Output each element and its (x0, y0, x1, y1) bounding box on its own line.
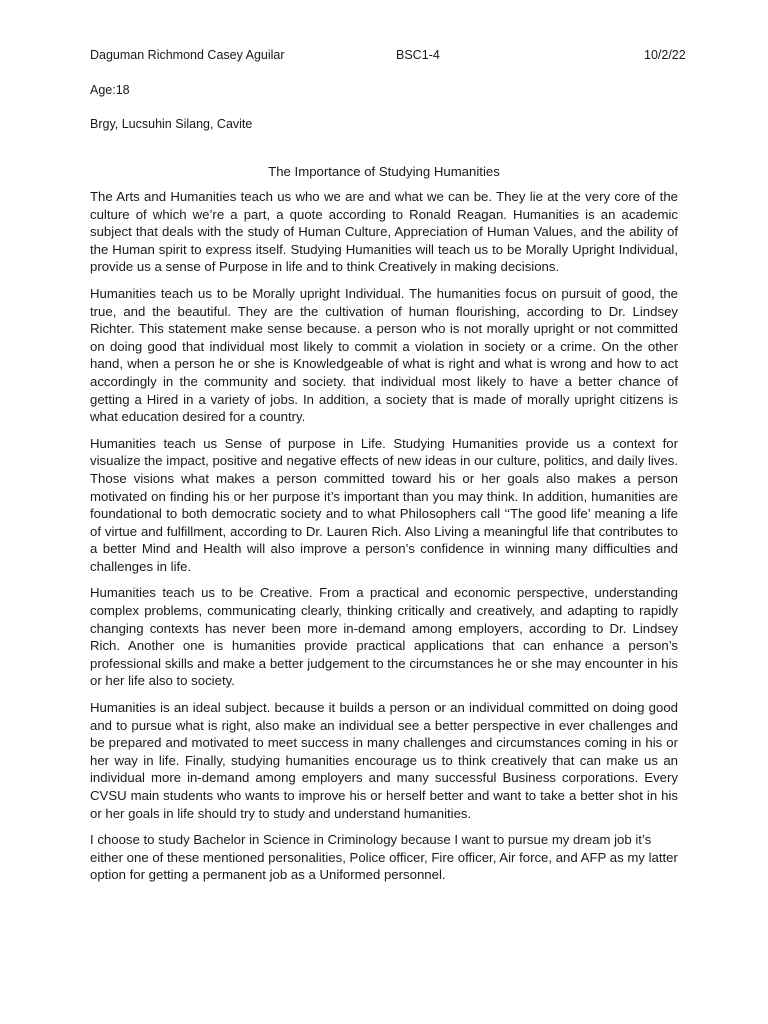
document-date: 10/2/22 (644, 48, 686, 62)
section-code: BSC1-4 (396, 48, 440, 62)
paragraph: Humanities teach us to be Creative. From a practical and economic perspective, understanding complex problems, communicating clearly, thinking critically and creatively, and adapting to rapidly changing contexts has never been more in-demand among employers, according to Dr. Lindsey Rich. Another one is humanities provide practical applications that can enhance a person’s professional skills and make a better judgement to the circumstances he or she may encounter in his or her life also to society. (90, 585, 678, 689)
paragraph: Humanities is an ideal subject. because it builds a person or an individual committed on doing good and to pursue what is right, also make an individual see a better perspective in ever challenges and be prepared and motivated to meet success in many challenges and circumstances coming in his or her way in life. Finally, studying humanities encourage us to think creatively that can make us an individual more in-demand among employers and many successful Business corporations. Every CVSU main students who wants to improve his or herself better and want to take a better shot in his or her goals in life should try to study and understand humanities. (90, 700, 678, 821)
essay-title: The Importance of Studying Humanities (268, 164, 500, 179)
paragraph: Humanities teach us to be Morally upright Individual. The humanities focus on pursuit of good, the true, and the beautiful. They are the cultivation of human flourishing, according to Dr. Lindsey Richter. This statement make sense because. a person who is not morally upright or not committed on doing good that individual most likely to commit a violation in society or a crime. On the other hand, when a person he or she is Knowledgeable of what is right and what is wrong and how to act accordingly in the community and society. that individual most likely to have a better chance of getting a Hired in a variety of jobs. In addition, a society that is made of morally upright citizens is what education desired for a country. (90, 285, 678, 425)
student-age: Age:18 (90, 83, 130, 97)
paragraph: The Arts and Humanities teach us who we are and what we can be. They lie at the very core of the culture of which we’re a part, a quote according to Ronald Reagan. Humanities is an academic subject that deals with the study of Human Culture, Appreciation of Human Values, and the ability of the Human spirit to express itself. Studying Humanities will teach us to be Morally Upright Individual, provide us a sense of Purpose in life and to think Creatively in making decisions. (90, 189, 678, 275)
essay-body (90, 188, 678, 893)
paragraph: Humanities teach us Sense of purpose in Life. Studying Humanities provide us a context for visualize the impact, positive and negative effects of new ideas in our culture, politics, and daily lives. Those visions what makes a person committed toward his or her goals also makes a person motivated on finding his or her purpose it’s important than you may think. In addition, humanities are foundational to both democratic society and to what Philosophers call ‘‘The good life’ meaning a life of virtue and fulfillment, according to Dr. Lauren Rich. Also Living a meaningful life that contributes to a better Mind and Health will also improve a person’s confidence in winning many difficulties and challenges in life. (90, 435, 678, 574)
paragraph: I choose to study Bachelor in Science in Criminology because I want to pursue my dream job it’s either one of these mentioned personalities, Police officer, Fire officer, Air force, and AFP as my latter option for getting a permanent job as a Uniformed personnel. (90, 832, 678, 883)
student-address: Brgy, Lucsuhin Silang, Cavite (90, 117, 253, 131)
student-name: Daguman Richmond Casey Aguilar (90, 48, 285, 62)
